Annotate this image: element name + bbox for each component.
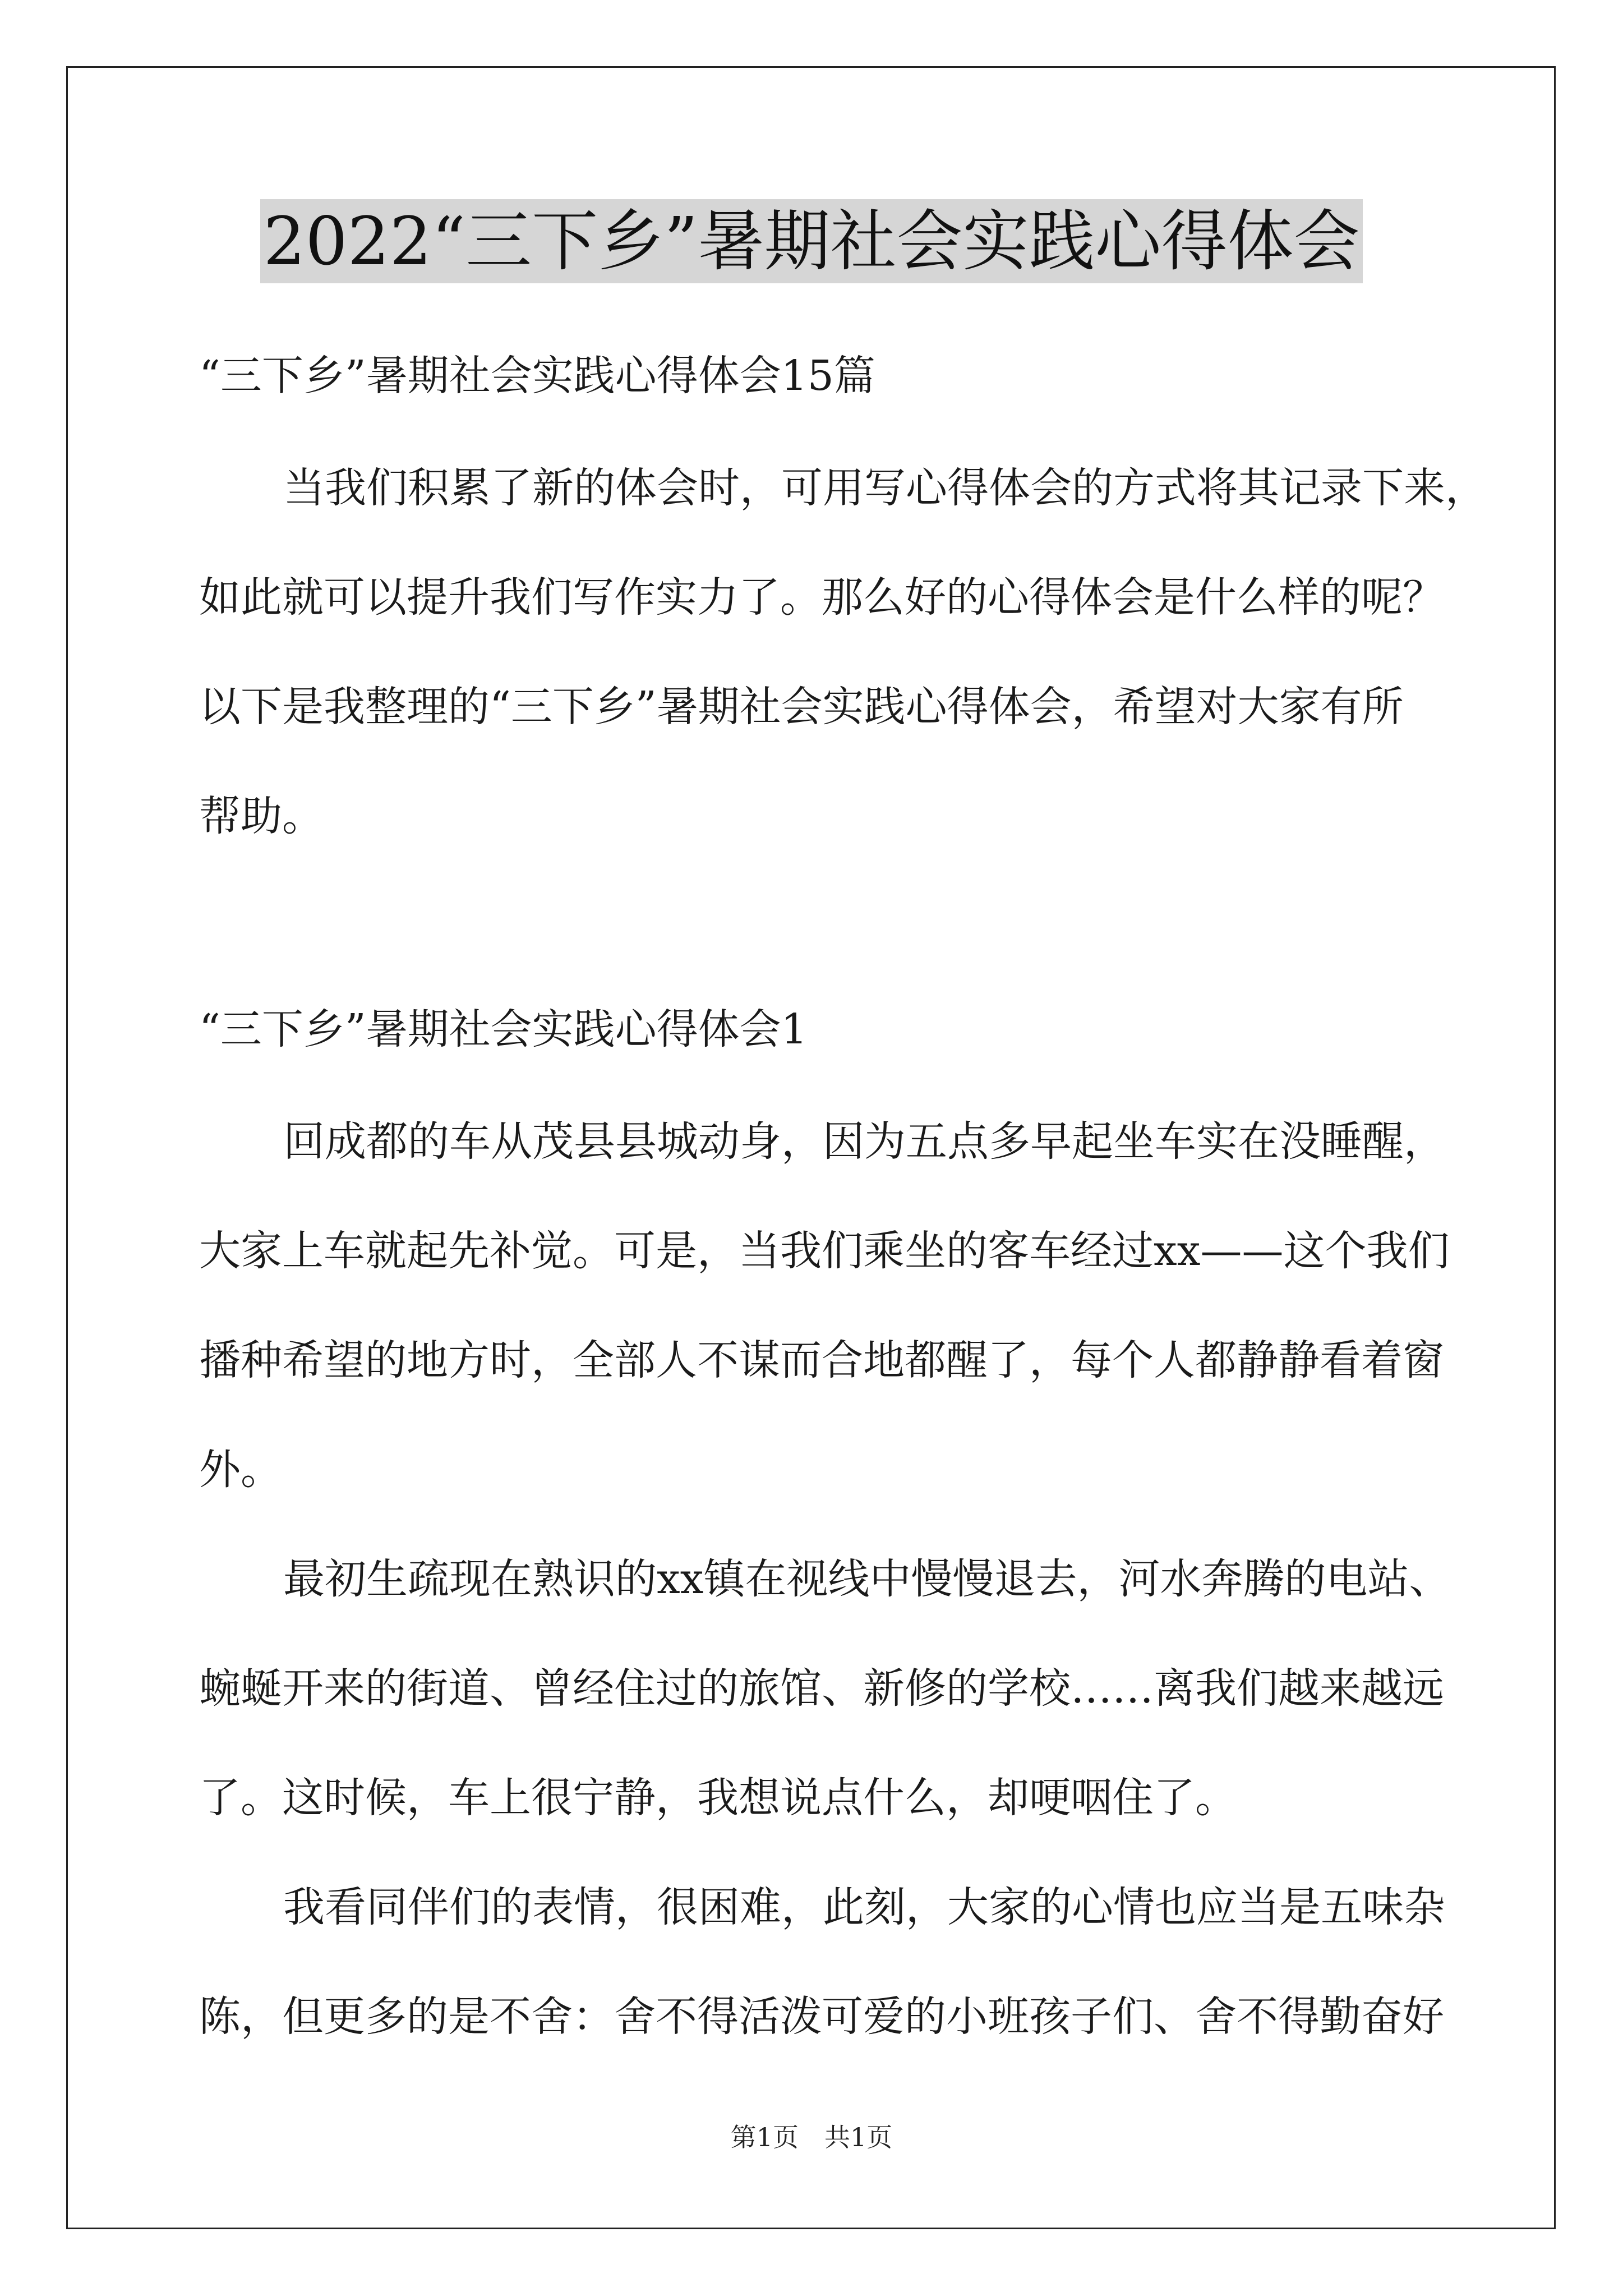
paragraph-line: 大家上车就起先补觉。可是，当我们乘坐的客车经过xx——这个我们: [199, 1227, 1450, 1275]
document-title: 2022“三下乡”暑期社会实践心得体会: [260, 199, 1363, 283]
title-container: [0, 199, 1623, 283]
section-heading: “三下乡”暑期社会实践心得体会1: [199, 1005, 808, 1053]
intro-line: 当我们积累了新的体会时，可用写心得体会的方式将其记录下来，: [283, 464, 1487, 512]
intro-line: 以下是我整理的“三下乡”暑期社会实践心得体会，希望对大家有所: [199, 683, 1404, 731]
paragraph-line: 回成都的车从茂县县城动身，因为五点多早起坐车实在没睡醒，: [283, 1117, 1445, 1166]
paragraph-line: 陈，但更多的是不舍：舍不得活泼可爱的小班孩子们、舍不得勤奋好: [199, 1993, 1444, 2041]
intro-line: 如此就可以提升我们写作实力了。那么好的心得体会是什么样的呢？: [199, 573, 1444, 622]
paragraph-line: 播种希望的地方时，全部人不谋而合地都醒了，每个人都静静看着窗: [199, 1336, 1444, 1384]
page-footer: 第1页 共1页: [730, 2122, 893, 2152]
paragraph-line: 外。: [199, 1446, 282, 1494]
paragraph-line: 了。这时候，车上很宁静，我想说点什么，却哽咽住了。: [199, 1774, 1237, 1822]
paragraph-line: 最初生疏现在熟识的xx镇在视线中慢慢退去，河水奔腾的电站、: [283, 1555, 1451, 1603]
intro-line: 帮助。: [199, 792, 324, 840]
document-subtitle: “三下乡”暑期社会实践心得体会15篇: [199, 352, 875, 400]
paragraph-line: 我看同伴们的表情，很困难，此刻，大家的心情也应当是五味杂: [283, 1883, 1445, 1931]
paragraph-line: 蜿蜒开来的街道、曾经住过的旅馆、新修的学校……离我们越来越远: [199, 1664, 1444, 1713]
